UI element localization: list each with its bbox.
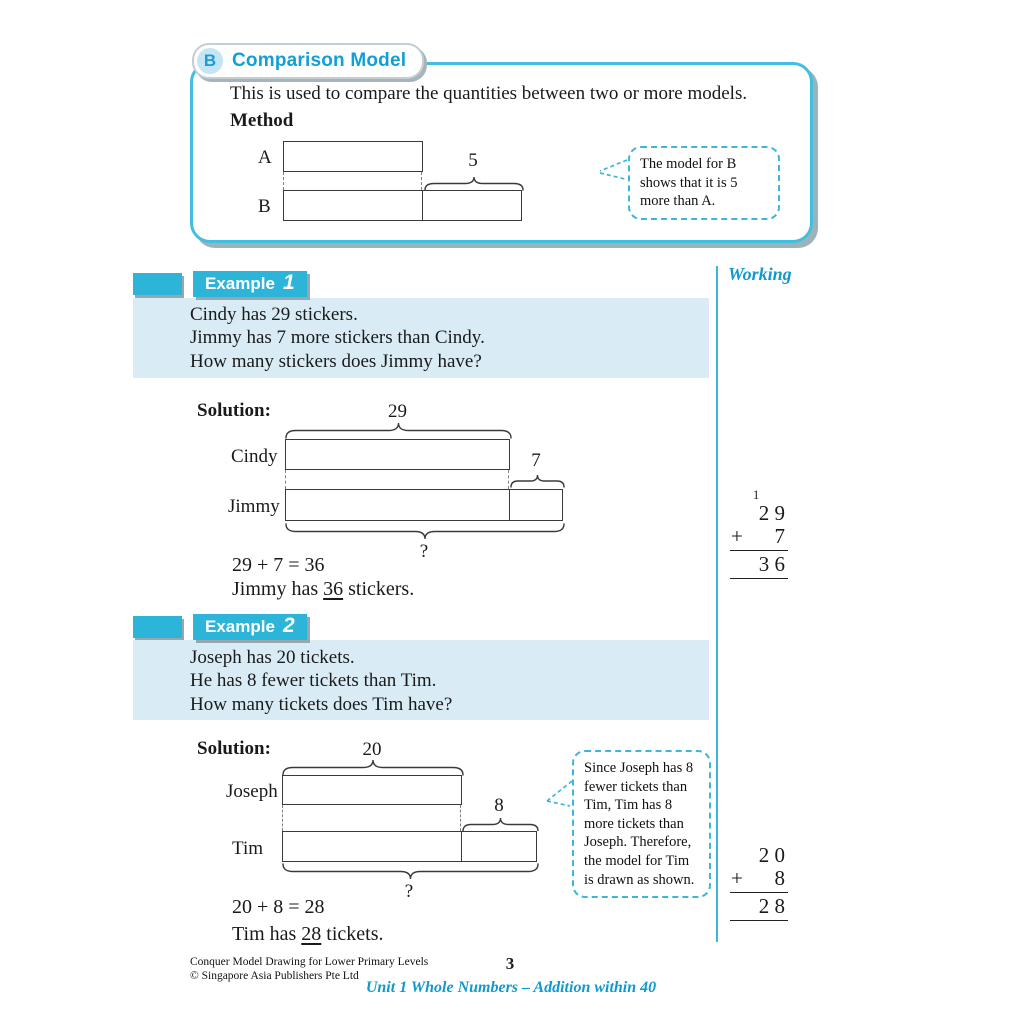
footer-book-title: Conquer Model Drawing for Lower Primary Levels bbox=[190, 956, 429, 968]
problem-line: Joseph has 20 tickets. bbox=[190, 647, 355, 668]
sum-line bbox=[730, 892, 788, 893]
example1-bar2 bbox=[285, 489, 563, 521]
answer-prefix: Jimmy has bbox=[232, 578, 324, 600]
example1-badge bbox=[193, 271, 307, 297]
unit-title: Unit 1 Whole Numbers – Addition within 40 bbox=[365, 979, 657, 996]
sum-line bbox=[730, 578, 788, 579]
example1-answer bbox=[232, 578, 414, 601]
dashed-guide-line bbox=[282, 805, 283, 831]
example1-equation: 29 + 7 = 36 bbox=[232, 554, 325, 576]
method-bar-b-label: B bbox=[258, 196, 271, 217]
working-title: Working bbox=[728, 264, 792, 284]
badge-label: Example bbox=[205, 617, 275, 636]
dashed-guide-line bbox=[421, 172, 422, 190]
example2-total-value: 20 bbox=[362, 739, 382, 760]
example1-total-value: 29 bbox=[388, 401, 407, 422]
example1-diff-value: 7 bbox=[531, 450, 541, 471]
brace-up-icon bbox=[285, 422, 512, 439]
dashed-guide-line bbox=[285, 470, 286, 489]
example2-question-mark: ? bbox=[404, 881, 414, 902]
answer-value: 28 bbox=[301, 923, 322, 945]
example2-side-tab bbox=[133, 616, 182, 638]
bar-divider bbox=[422, 191, 423, 220]
sum-row: 3 6 bbox=[758, 552, 785, 576]
callout-tail-icon bbox=[545, 778, 574, 814]
bar-divider bbox=[461, 832, 462, 861]
working-divider bbox=[716, 266, 718, 942]
addend-row: 2 0 bbox=[758, 843, 785, 867]
footer-copyright: © Singapore Asia Publishers Pte Ltd bbox=[190, 969, 359, 982]
addend-row bbox=[730, 867, 788, 890]
problem-line: How many tickets does Tim have? bbox=[190, 693, 453, 715]
dashed-guide-line bbox=[460, 805, 461, 831]
sum-row: 2 8 bbox=[758, 894, 785, 918]
sum-line bbox=[730, 920, 788, 921]
section-letter-badge: B bbox=[197, 48, 223, 74]
example2-bar2 bbox=[282, 831, 537, 862]
example2-bar1-label: Joseph bbox=[226, 781, 278, 802]
method-callout: The model for B shows that it is 5 more than A. bbox=[628, 146, 780, 220]
problem-line: How many stickers does Jimmy have? bbox=[190, 350, 482, 372]
column-addition-2 bbox=[730, 844, 788, 923]
answer-suffix: stickers. bbox=[343, 578, 415, 600]
example2-bar1 bbox=[282, 775, 462, 805]
example1-solution-label: Solution: bbox=[197, 400, 271, 421]
example2-problem-text bbox=[190, 646, 452, 716]
badge-label: Example bbox=[205, 274, 275, 293]
example1-problem-text bbox=[190, 303, 485, 373]
badge-number: 1 bbox=[282, 271, 295, 294]
problem-line: He has 8 fewer tickets than Tim. bbox=[190, 670, 437, 692]
example1-bar1 bbox=[285, 439, 510, 470]
example1-side-tab bbox=[133, 273, 182, 295]
brace-up-icon bbox=[282, 759, 464, 776]
addend-digit: 8 bbox=[774, 866, 785, 890]
section-title: Comparison Model bbox=[232, 50, 407, 71]
method-difference-value: 5 bbox=[468, 150, 478, 171]
example2-diff-value: 8 bbox=[494, 795, 504, 816]
callout-tail-icon bbox=[598, 157, 629, 189]
example2-badge bbox=[193, 614, 307, 640]
plus-operator: + bbox=[731, 524, 743, 548]
answer-prefix: Tim has bbox=[232, 923, 302, 945]
badge-number: 2 bbox=[282, 614, 295, 637]
addend-row bbox=[730, 525, 788, 548]
method-bar-a-label: A bbox=[258, 147, 272, 168]
brace-down-icon bbox=[282, 863, 539, 880]
example2-equation: 20 + 8 = 28 bbox=[232, 896, 325, 918]
dashed-guide-line bbox=[283, 172, 284, 190]
method-label: Method bbox=[230, 110, 294, 131]
brace-up-icon bbox=[462, 817, 539, 831]
method-bar-a bbox=[283, 141, 423, 172]
brace-up-icon bbox=[510, 474, 565, 488]
addend-digit: 7 bbox=[774, 524, 785, 548]
section-description: This is used to compare the quantities between two or more models. bbox=[230, 83, 748, 104]
section-header-pill bbox=[192, 43, 424, 79]
answer-suffix: tickets. bbox=[321, 923, 384, 945]
problem-line: Jimmy has 7 more stickers than Cindy. bbox=[190, 327, 485, 349]
bar-divider bbox=[509, 490, 510, 520]
example1-bar2-label: Jimmy bbox=[228, 496, 280, 517]
example2-callout: Since Joseph has 8 fewer tickets than Tim, Tim has 8 more tickets than Joseph. Therefore, the model for Tim is drawn as shown. bbox=[572, 750, 711, 898]
addend-row: 2 9 bbox=[758, 501, 785, 525]
carry-digit: 1 bbox=[753, 488, 760, 502]
brace-down-icon bbox=[285, 523, 565, 540]
sum-line bbox=[730, 550, 788, 551]
problem-line: Cindy has 29 stickers. bbox=[190, 304, 358, 325]
method-bar-b bbox=[283, 190, 522, 221]
example1-bar1-label: Cindy bbox=[231, 446, 278, 467]
example2-solution-label: Solution: bbox=[197, 738, 271, 759]
example1-question-mark: ? bbox=[419, 541, 429, 562]
column-addition-1 bbox=[730, 488, 788, 581]
example2-bar2-label: Tim bbox=[232, 838, 263, 859]
brace-up-icon bbox=[424, 176, 524, 191]
answer-value: 36 bbox=[323, 578, 344, 600]
example2-answer bbox=[232, 923, 384, 946]
dashed-guide-line bbox=[508, 470, 509, 489]
page-number: 3 bbox=[505, 954, 515, 973]
plus-operator: + bbox=[731, 866, 743, 890]
